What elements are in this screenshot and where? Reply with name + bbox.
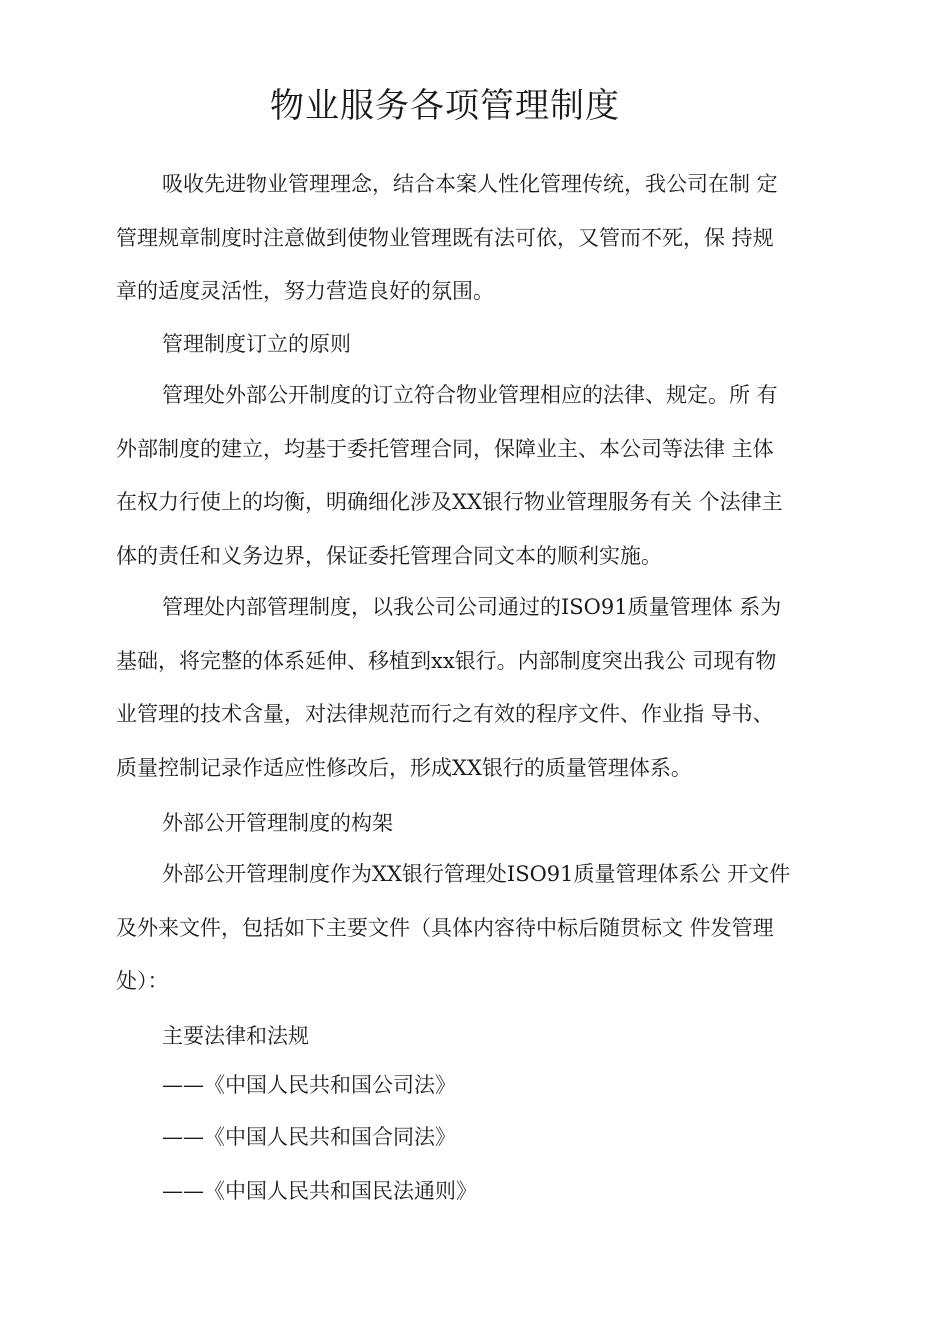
law-item: ——《中国人民共和国公司法》: [162, 1073, 456, 1097]
paragraph-line: 及外来文件，包括如下主要文件（具体内容待中标后随贯标文 件发管理: [116, 915, 774, 940]
paragraph-line: 管理处内部管理制度，以我公司公司通过的ISO91质量管理体 系为: [162, 595, 782, 619]
framework-paragraph: [116, 848, 844, 1009]
section-heading-framework: 外部公开管理制度的构架: [162, 811, 393, 835]
internal-principle-paragraph: [116, 581, 844, 795]
external-principle-paragraph: [116, 369, 844, 583]
paragraph-line: 基础，将完整的体系延伸、移植到xx银行。内部制度突出我公 司现有物: [116, 648, 777, 673]
laws-heading: 主要法律和法规: [162, 1024, 309, 1048]
section-heading-principles: 管理制度订立的原则: [162, 332, 351, 356]
paragraph-line: 体的责任和义务边界，保证委托管理合同文本的顺利实施。: [116, 543, 662, 568]
intro-paragraph: [116, 158, 844, 319]
document-title: 物业服务各项管理制度: [270, 86, 620, 126]
paragraph-line: 处）：: [116, 969, 169, 993]
paragraph-line: 吸收先进物业管理理念，结合本案人性化管理传统，我公司在制 定: [162, 172, 778, 196]
paragraph-line: 外部公开管理制度作为XX银行管理处ISO91质量管理体系公 开文件: [162, 862, 791, 886]
paragraph-line: 管理规章制度时注意做到使物业管理既有法可依，又管而不死，保 持规: [116, 225, 774, 250]
paragraph-line: 管理处外部公开制度的订立符合物业管理相应的法律、规定。所 有: [162, 383, 778, 407]
paragraph-line: 在权力行使上的均衡，明确细化涉及XX银行物业管理服务有关 个法律主: [116, 490, 783, 514]
law-item: ——《中国人民共和国民法通则》: [162, 1179, 477, 1203]
paragraph-line: 外部制度的建立，均基于委托管理合同，保障业主、本公司等法律 主体: [116, 436, 774, 461]
paragraph-line: 质量控制记录作适应性修改后，形成XX银行的质量管理体系。: [116, 755, 692, 780]
law-item: ——《中国人民共和国合同法》: [162, 1125, 456, 1149]
paragraph-line: 章的适度灵活性，努力营造良好的氛围。: [116, 279, 494, 303]
paragraph-line: 业管理的技术含量，对法律规范而行之有效的程序文件、作业指 导书、: [116, 702, 774, 726]
